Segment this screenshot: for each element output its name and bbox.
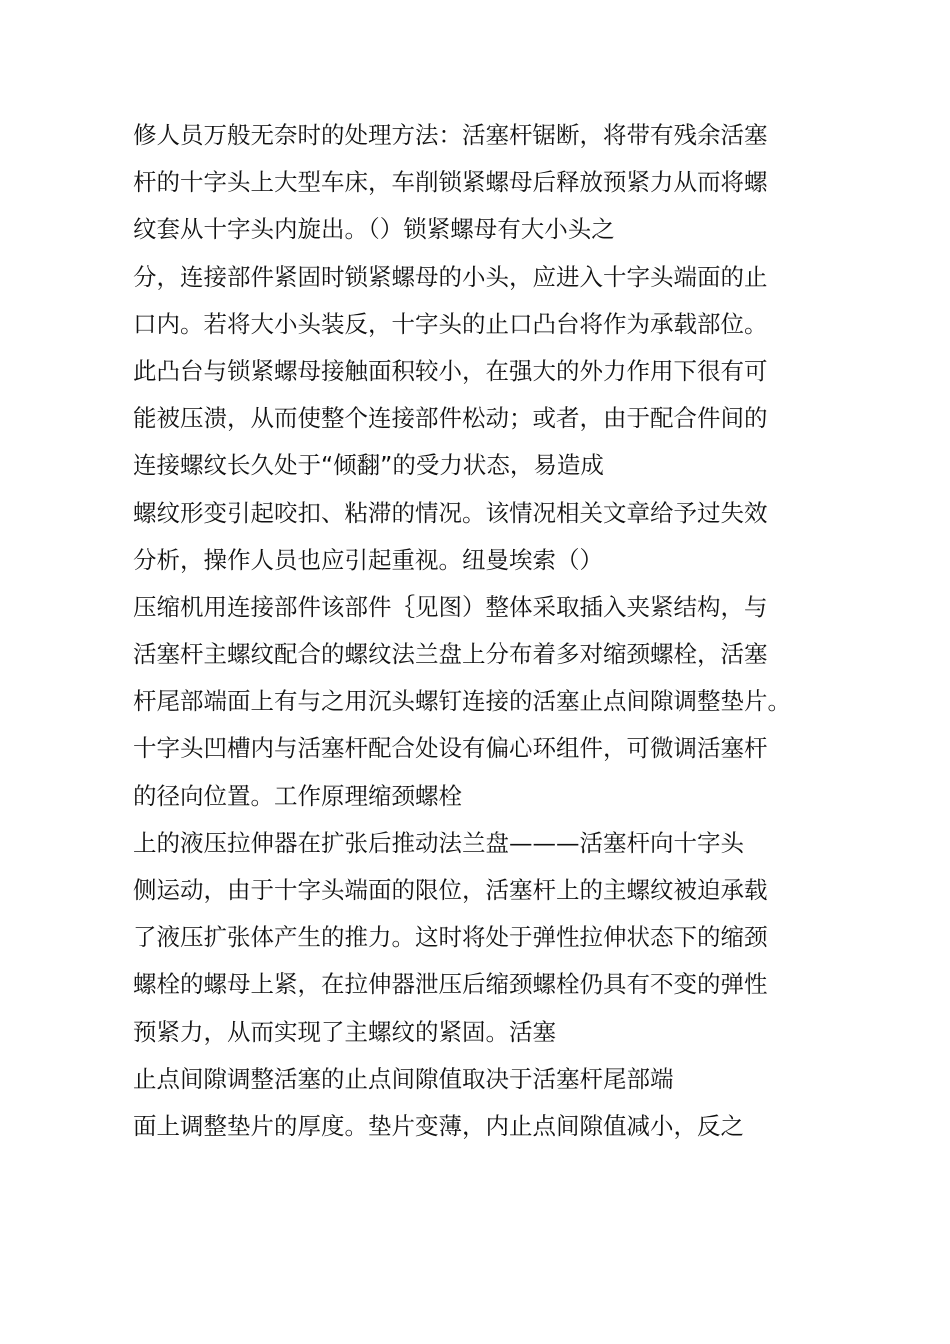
text-line: 连接螺纹长久处于“倾翻”的受力状态，易造成	[133, 451, 604, 480]
text-line: 纹套从十字头内旋出。（）锁紧螺母有大小头之	[133, 215, 615, 244]
text-line: 螺纹形变引起咬扣、粘滞的情况。该情况相关文章给予过失效	[133, 498, 768, 527]
text-line: 此凸台与锁紧螺母接触面积较小，在强大的外力作用下很有可	[133, 356, 768, 385]
text-line: 能被压溃，从而使整个连接部件松动；或者，由于配合件间的	[133, 404, 768, 433]
text-line: 修人员万般无奈时的处理方法：活塞杆锯断，将带有残余活塞	[133, 121, 768, 149]
text-line: 了液压扩张体产生的推力。这时将处于弹性拉伸状态下的缩颈	[133, 923, 768, 952]
text-line: 杆尾部端面上有与之用沉头螺钉连接的活塞止点间隙调整垫片。	[133, 687, 791, 716]
text-line: 十字头凹槽内与活塞杆配合处设有偏心环组件，可微调活塞杆	[133, 734, 768, 763]
text-line: 预紧力，从而实现了主螺纹的紧固。活塞	[133, 1017, 556, 1046]
text-line: 活塞杆主螺纹配合的螺纹法兰盘上分布着多对缩颈螺栓，活塞	[133, 640, 768, 669]
text-line: 分析，操作人员也应引起重视。纽曼埃索（）	[133, 545, 603, 574]
text-line: 压缩机用连接部件该部件｛见图）整体采取插入夹紧结构，与	[133, 592, 768, 621]
text-line: 面上调整垫片的厚度。垫片变薄，内止点间隙值减小，反之	[133, 1111, 744, 1140]
body-text	[133, 112, 833, 1150]
text-line: 侧运动，由于十字头端面的限位，活塞杆上的主螺纹被迫承载	[133, 876, 768, 904]
text-line: 杆的十字头上大型车床，车削锁紧螺母后释放预紧力从而将螺	[133, 168, 768, 197]
text-line: 的径向位置。工作原理缩颈螺栓	[133, 781, 462, 810]
text-line: 口内。若将大小头装反，十字头的止口凸台将作为承载部位。	[133, 309, 768, 338]
text-line: 分，连接部件紧固时锁紧螺母的小头，应进入十字头端面的止	[133, 262, 768, 291]
text-line: 螺栓的螺母上紧，在拉伸器泄压后缩颈螺栓仍具有不变的弹性	[133, 970, 768, 999]
text-line: 上的液压拉伸器在扩张后推动法兰盘———活塞杆向十字头	[133, 828, 744, 857]
text-line: 止点间隙调整活塞的止点间隙值取决于活塞杆尾部端	[133, 1064, 674, 1093]
